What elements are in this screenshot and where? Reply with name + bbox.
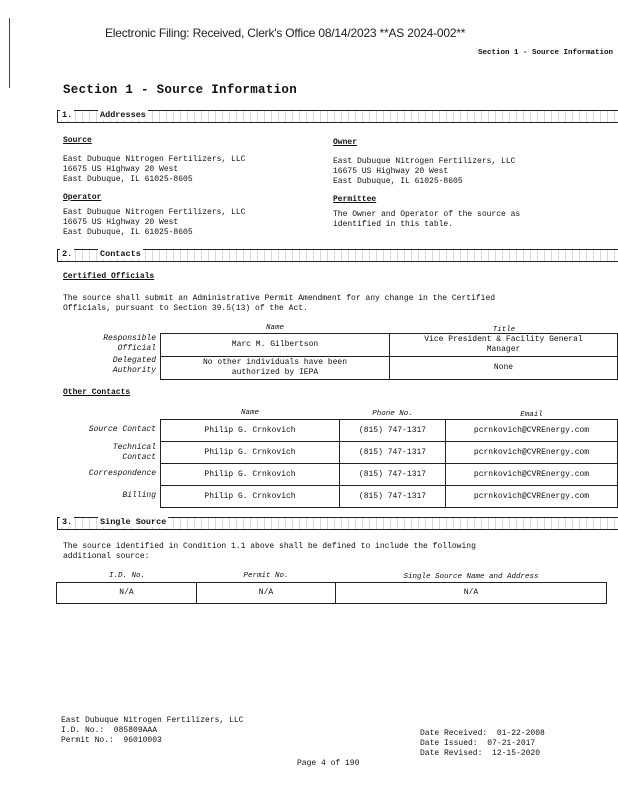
footer-id: I.D. No.: 085809AAA (61, 726, 158, 735)
footer-dates (420, 729, 545, 759)
other-name-source: Philip G. Crnkovich (160, 419, 340, 442)
contacts-heading-num: 2. (62, 249, 73, 259)
single-id-cell: N/A (56, 582, 197, 604)
section-title: Section 1 - Source Information (63, 83, 298, 97)
footer-page: Page 4 of 190 (297, 759, 360, 768)
owner-address: East Dubuque Nitrogen Fertilizers, LLC 16675 US Highway 20 West East Dubuque, IL 61025-8605 (333, 157, 516, 186)
other-email-source: pcrnkovich@CVREnergy.com (445, 419, 618, 442)
single-source-text: The source identified in Condition 1.1 above shall be defined to include the following additional source: (63, 542, 476, 561)
single-name-cell: N/A (335, 582, 607, 604)
single-source-heading: Single Source (100, 517, 167, 527)
other-header-email: Email (520, 411, 543, 419)
single-header-id: I.D. No. (108, 572, 145, 580)
certified-officials-label: Certified Officials (63, 272, 155, 281)
contacts-heading-bar (57, 249, 618, 262)
other-phone-correspondence: (815) 747-1317 (339, 463, 446, 486)
other-role-billing: Billing (122, 491, 156, 500)
certified-officials-text: The source shall submit an Administrative Permit Amendment for any change in the Certified Officials, pursuant to Section 39.5(13) of the Act. (63, 294, 496, 313)
other-phone-billing: (815) 747-1317 (339, 485, 446, 508)
operator-address: East Dubuque Nitrogen Fertilizers, LLC 16675 US Highway 20 West East Dubuque, IL 61025-8605 (63, 208, 246, 237)
single-source-heading-bar (57, 517, 618, 530)
other-email-billing: pcrnkovich@CVREnergy.com (445, 485, 618, 508)
other-name-billing: Philip G. Crnkovich (160, 485, 340, 508)
addresses-heading: Addresses (100, 110, 146, 120)
cert-name-responsible: Marc M. Gilbertson (160, 333, 390, 357)
operator-label: Operator (63, 193, 102, 202)
other-role-source: Source Contact (88, 425, 156, 434)
cert-title-delegated: None (389, 356, 618, 380)
cert-role-delegated: Delegated Authority (112, 356, 156, 375)
source-address: East Dubuque Nitrogen Fertilizers, LLC 16675 US Highway 20 West East Dubuque, IL 61025-8605 (63, 155, 246, 184)
other-email-correspondence: pcrnkovich@CVREnergy.com (445, 463, 618, 486)
scan-edge-line (9, 18, 10, 88)
other-header-phone: Phone No. (372, 410, 413, 418)
permittee-label: Permittee (333, 195, 377, 204)
footer-permit: Permit No.: 96010003 (61, 736, 162, 745)
footer-revised: Date Revised: 12-15-2020 (420, 749, 541, 758)
other-contacts-label: Other Contacts (63, 388, 131, 397)
owner-label: Owner (333, 138, 358, 147)
cert-role-responsible: Responsible Official (103, 334, 156, 353)
footer-company: East Dubuque Nitrogen Fertilizers, LLC (61, 716, 244, 725)
addresses-heading-num: 1. (62, 110, 73, 120)
contacts-heading: Contacts (100, 249, 141, 259)
single-permit-cell: N/A (196, 582, 336, 604)
permittee-text: The Owner and Operator of the source as identified in this table. (333, 210, 521, 229)
other-header-name: Name (240, 409, 259, 417)
other-email-technical: pcrnkovich@CVREnergy.com (445, 441, 618, 464)
footer-received: Date Received: 01-22-2008 (420, 729, 545, 738)
cert-title-responsible: Vice President & Facility General Manager (389, 333, 618, 357)
running-header: Section 1 - Source Information (477, 49, 613, 57)
other-role-correspondence: Correspondence (88, 469, 156, 478)
other-phone-source: (815) 747-1317 (339, 419, 446, 442)
cert-header-name: Name (265, 324, 284, 332)
footer-left (61, 716, 243, 746)
addresses-heading-bar (57, 110, 618, 123)
other-phone-technical: (815) 747-1317 (339, 441, 446, 464)
single-header-permit: Permit No. (243, 572, 289, 580)
cert-name-delegated: No other individuals have been authorized by IEPA (160, 356, 390, 380)
single-source-heading-num: 3. (62, 517, 73, 527)
source-label: Source (63, 136, 92, 145)
other-role-technical: Technical Contact (112, 443, 156, 462)
footer-issued: Date Issued: 07-21-2017 (420, 739, 536, 748)
other-name-technical: Philip G. Crnkovich (160, 441, 340, 464)
single-header-name: Single Source Name and Address (403, 573, 539, 581)
other-name-correspondence: Philip G. Crnkovich (160, 463, 340, 486)
cert-header-title: Title (492, 326, 516, 334)
filing-stamp: Electronic Filing: Received, Clerk's Office 08/14/2023 **AS 2024-002** (105, 26, 466, 40)
